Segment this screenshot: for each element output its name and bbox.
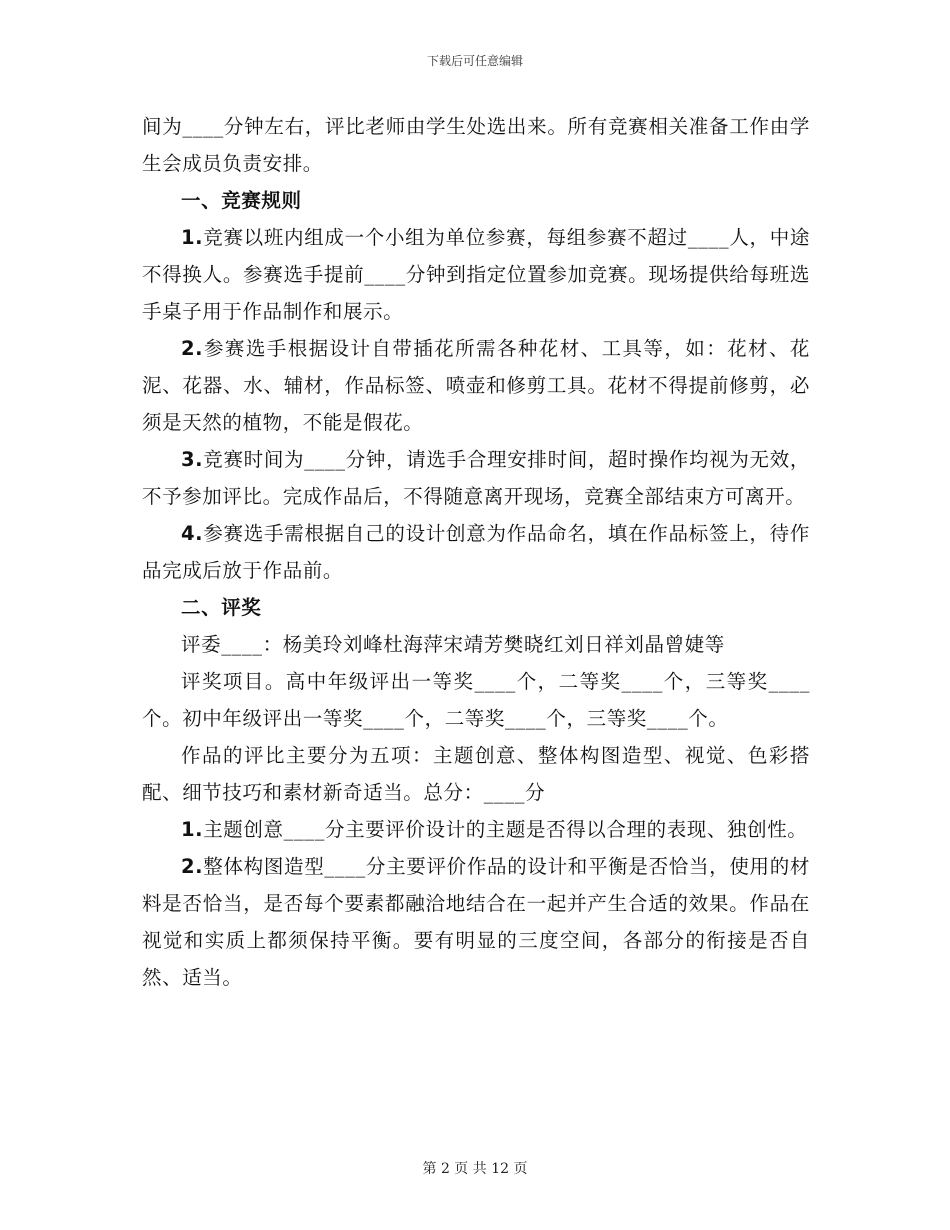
criteria-number: 1. xyxy=(181,818,204,841)
rule-item-1 xyxy=(142,219,810,330)
criteria-item-2 xyxy=(142,848,810,996)
criteria-text: 主题创意____分主要评价设计的主题是否得以合理的表现、独创性。 xyxy=(203,818,808,841)
document-body xyxy=(142,108,810,996)
section-heading-rules: 一、竞赛规则 xyxy=(181,189,302,212)
rule-text: 竞赛时间为____分钟，请选手合理安排时间，超时操作均视为无效，不予参加评比。完成作品后，不得随意离开现场，竞赛全部结束方可离开。 xyxy=(142,448,810,508)
section-heading-awards: 二、评奖 xyxy=(181,596,262,619)
criteria-number: 2. xyxy=(181,855,204,878)
rule-item-3 xyxy=(142,441,810,515)
rule-number: 1. xyxy=(181,226,204,249)
intro-paragraph: 间为____分钟左右，评比老师由学生处选出来。所有竞赛相关准备工作由学生会成员负责安排。 xyxy=(142,115,810,175)
criteria-text: 整体构图造型____分主要评价作品的设计和平衡是否恰当，使用的材料是否恰当，是否每个要素都融洽地结合在一起并产生合适的效果。作品在视觉和实质上都须保持平衡。要有明显的三度空间，各部分的衔接是否自然、适当。 xyxy=(142,855,810,989)
rule-text: 参赛选手需根据自己的设计创意为作品命名，填在作品标签上，待作品完成后放于作品前。 xyxy=(142,522,810,582)
page-header: 下载后可任意编辑 xyxy=(426,54,523,68)
rule-item-4 xyxy=(142,515,810,589)
rule-text: 参赛选手根据设计自带插花所需各种花材、工具等，如：花材、花泥、花器、水、辅材，作品标签、喷壶和修剪工具。花材不得提前修剪，必须是天然的植物，不能是假花。 xyxy=(142,337,810,434)
judges-paragraph: 评委____：杨美玲刘峰杜海萍宋靖芳樊晓红刘日祥刘晶曾婕等 xyxy=(181,633,725,656)
criteria-item-1 xyxy=(142,811,810,848)
rule-text: 竞赛以班内组成一个小组为单位参赛，每组参赛不超过____人，中途不得换人。参赛选手提前____分钟到指定位置参加竞赛。现场提供给每班选手桌子用于作品制作和展示。 xyxy=(142,226,810,323)
page-footer: 第 2 页 共 12 页 xyxy=(422,1161,528,1177)
rule-number: 3. xyxy=(181,448,204,471)
rule-item-2 xyxy=(142,330,810,441)
rule-number: 2. xyxy=(181,337,204,360)
criteria-paragraph: 作品的评比主要分为五项：主题创意、整体构图造型、视觉、色彩搭配、细节技巧和素材新奇适当。总分：____分 xyxy=(142,744,810,804)
rule-number: 4. xyxy=(181,522,204,545)
awards-paragraph: 评奖项目。高中年级评出一等奖____个，二等奖____个，三等奖____个。初中年级评出一等奖____个，二等奖____个，三等奖____个。 xyxy=(142,670,810,730)
